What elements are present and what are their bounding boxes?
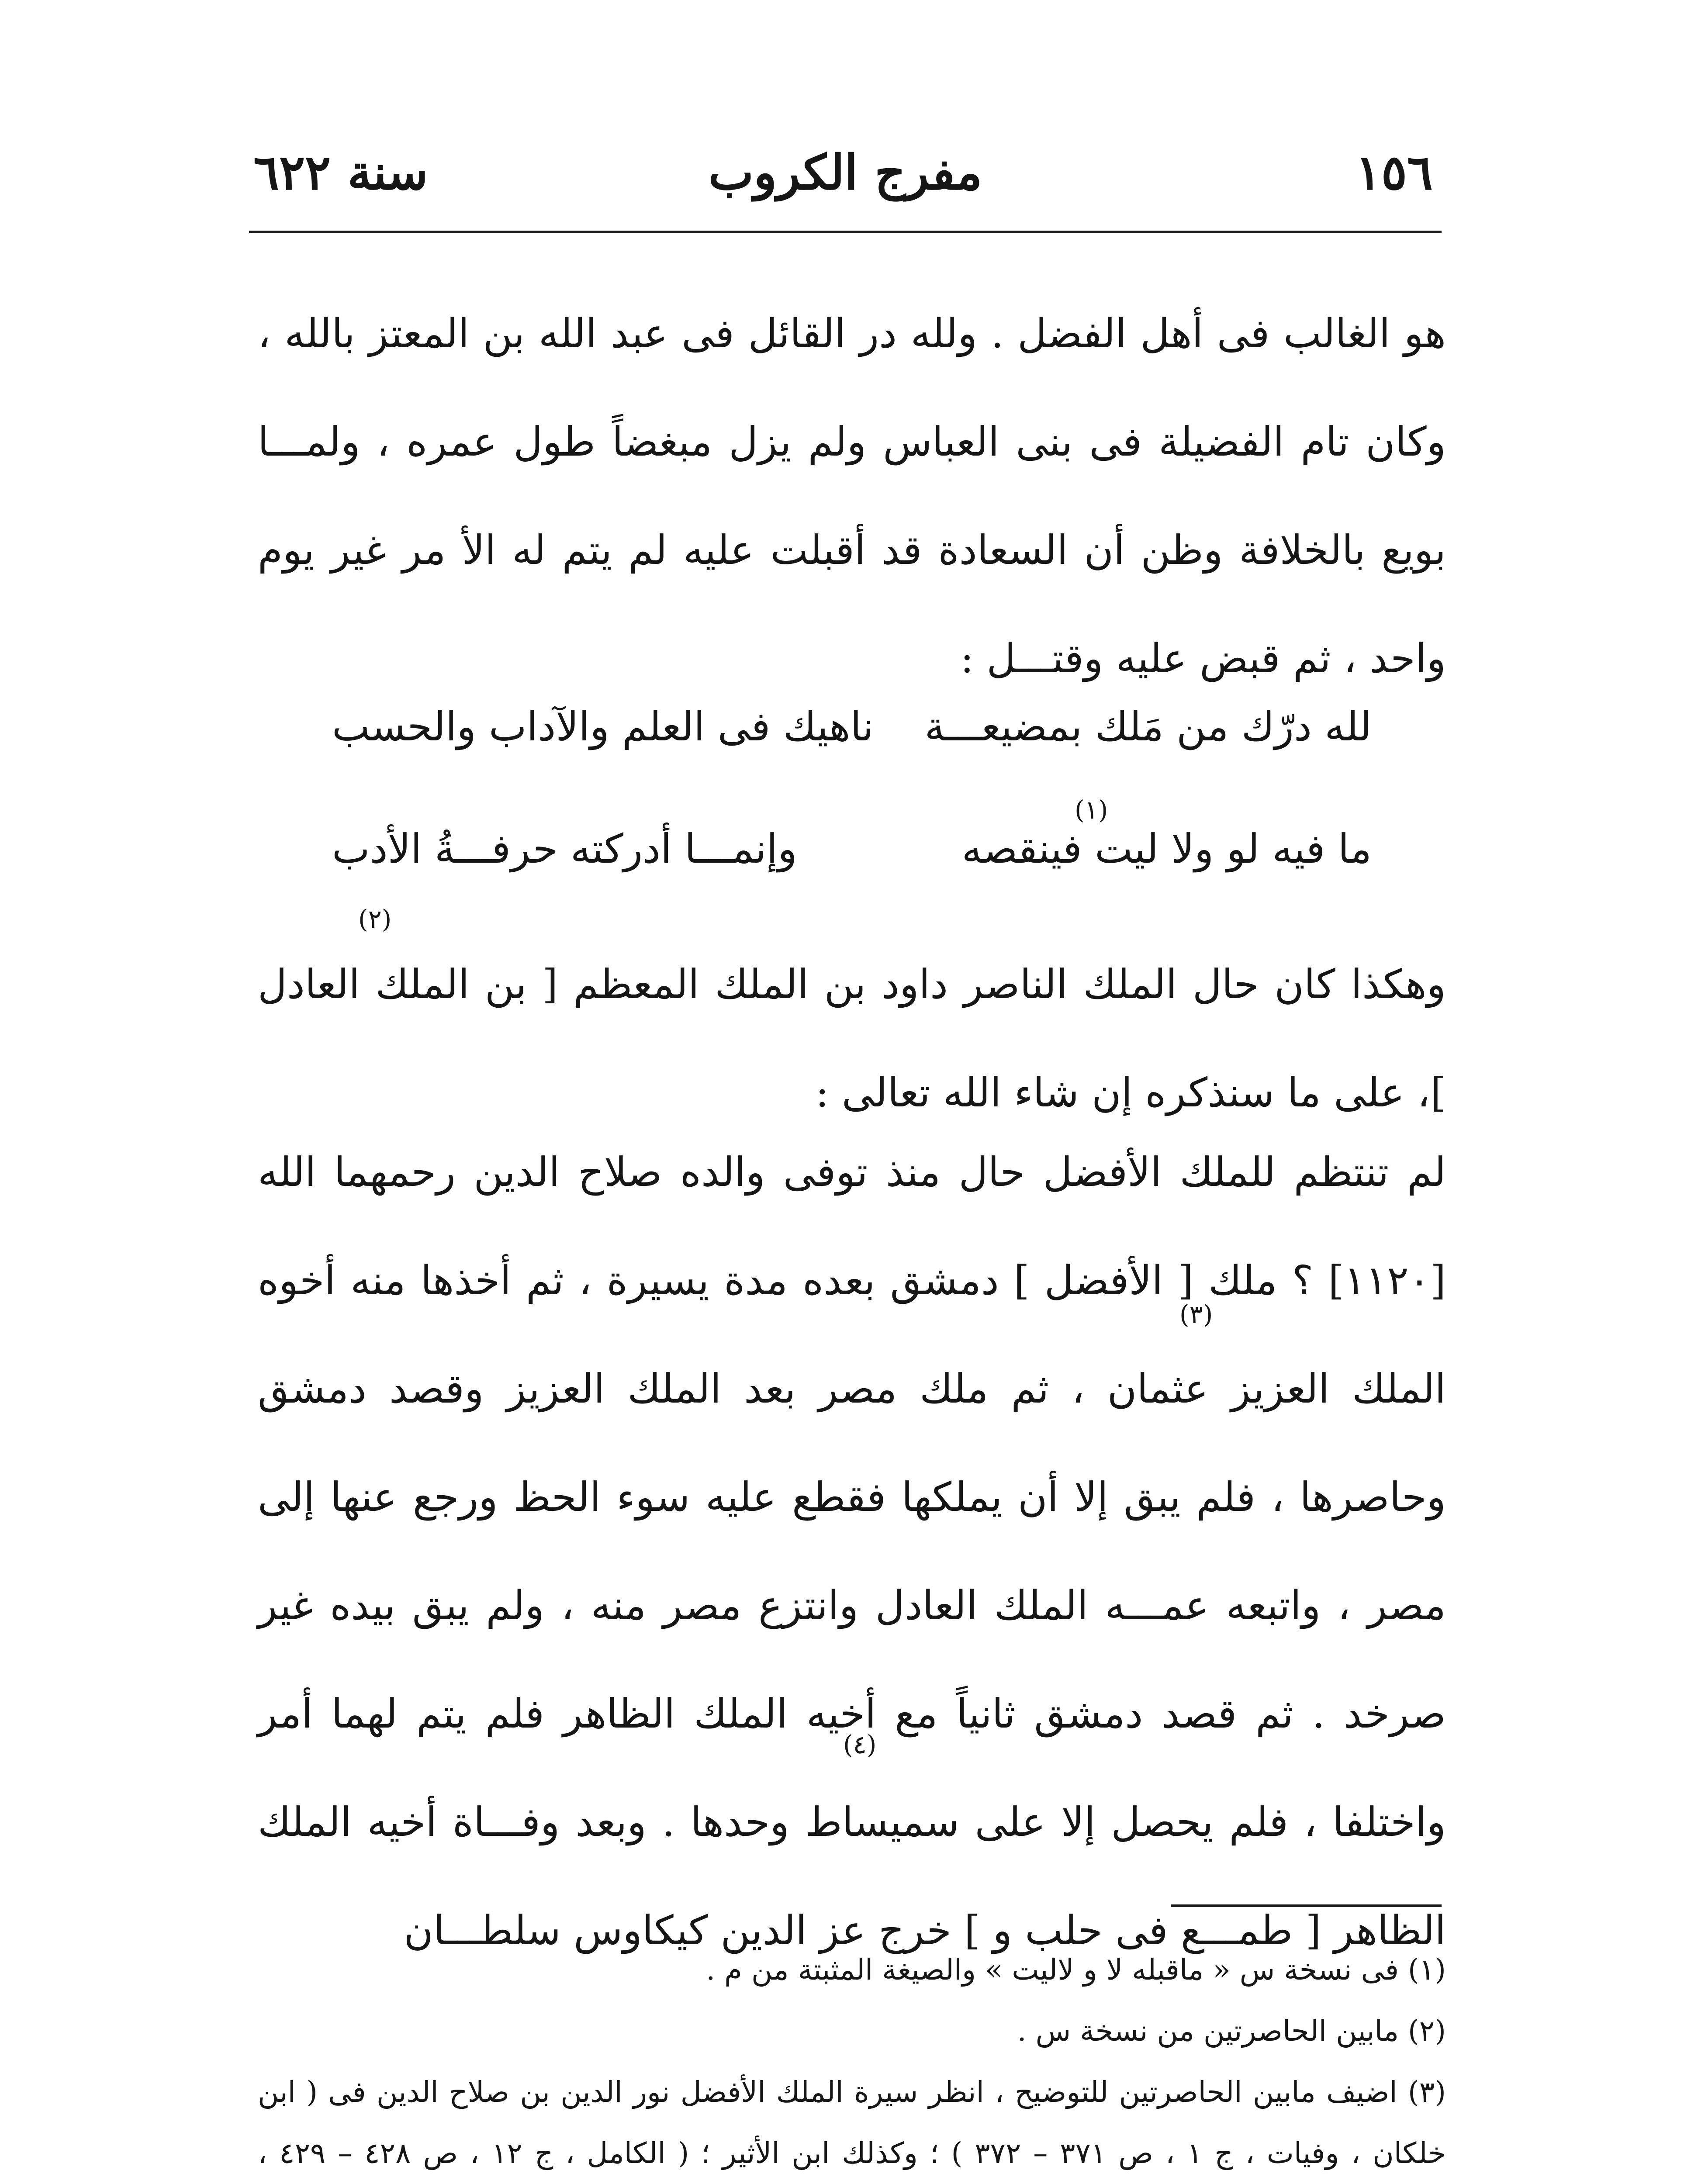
footnote-marker-2: (٢) bbox=[358, 904, 392, 934]
year-label: سنة ٦٢٢ bbox=[253, 144, 428, 200]
footnote-marker-4: (٤) bbox=[843, 1730, 877, 1759]
verse-2-second-hemistich: وإنمـــا أدركته حرفـــةُ الأدب bbox=[332, 826, 797, 872]
verse-1-first-hemistich: لله درّك من مَلك بمضيعـــة bbox=[924, 703, 1372, 750]
book-title: مفرج الكروب bbox=[708, 144, 982, 200]
footnote-3: (٣) اضيف مابين الحاصرتين للتوضيح ، انظر سيرة الملك الأفضل نور الدين بن صلاح الدين فى ( ابن خلكان ، وفيات ، ج ١ ، ص ٣٧١ – ٣٧٢ ) ؛ وكذلك ابن الأثير ؛ ( الكامل ، ج ١٢ ، ص ٤٢٨ – ٤٢٩ ، bbox=[258, 2075, 1446, 2170]
footnote-rule bbox=[1171, 1904, 1442, 1907]
footnote-marker-1: (١) bbox=[1075, 795, 1108, 825]
footnote-marker-3: (٣) bbox=[1179, 1299, 1213, 1329]
footnote-1: (١) فى نسخة س « ماقبله لا و لاليت » والصيغة المثبتة من م . bbox=[706, 1953, 1446, 1987]
header-rule bbox=[249, 231, 1442, 233]
verse-line-2 bbox=[332, 826, 1372, 935]
verse-1-second-hemistich: ناهيك فى العلم والآداب والحسب bbox=[332, 703, 874, 750]
paragraph-1 bbox=[258, 280, 1446, 713]
paragraph-1b-text: وهكذا كان حال الملك الناصر داود بن الملك المعظم [ بن الملك العادل ]، على ما سنذكره إن شاء الله تعالى : bbox=[258, 961, 1446, 1116]
footnotes bbox=[258, 1939, 1446, 2184]
running-header bbox=[249, 135, 1442, 223]
paragraph-1b bbox=[258, 930, 1446, 1147]
verse-2-first-hemistich: ما فيه لو ولا ليت فينقصه bbox=[961, 826, 1372, 872]
verse-line-1 bbox=[332, 703, 1372, 812]
footnote-2: (٢) مابين الحاصرتين من نسخة س . bbox=[1017, 2014, 1446, 2048]
paragraph-2-text: لم تنتظم للملك الأفضل حال منذ توفى والده صلاح الدين رحمهما الله [١١٢٠] ؟ ملك [ الأفضل ] دمشق بعده مدة يسيرة ، ثم أخذها منه أخوه الملك العزيز عثمان ، ثم ملك مصر بعد الملك العزيز وقصد دمشق وحاصرها ، فلم يبق إلا أن يملكها فقطع عليه سوء الحظ ورجع عنها إلى مصر ، واتبعه عمـــه الملك العادل وانتزع مصر منه ، ولم يبق بيده غير صرخد . ثم قصد دمشق ثانياً مع أخيه الملك الظاهر فلم يتم لهما أمر واختلفا ، فلم يحصل إلا على سميساط وحدها . وبعد وفـــاة أخيه الملك الظاهر [ طمـــع فى حلب و ] خرج عز الدين كيكاوس سلطـــان bbox=[258, 1149, 1446, 1954]
paragraph-1-text: هو الغالب فى أهل الفضل . ولله در القائل فى عبد الله بن المعتز بالله ، وكان تام الفضيلة فى بنى العباس ولم يزل مبغضاً طول عمره ، ولمـــا بويع بالخلافة وظن أن السعادة قد أقبلت عليه لم يتم له الأ مر غير يوم واحد ، ثم قبض عليه وقتـــل : bbox=[258, 310, 1446, 682]
paragraph-2 bbox=[258, 1118, 1446, 1985]
page-number: ١٥٦ bbox=[1355, 144, 1433, 200]
